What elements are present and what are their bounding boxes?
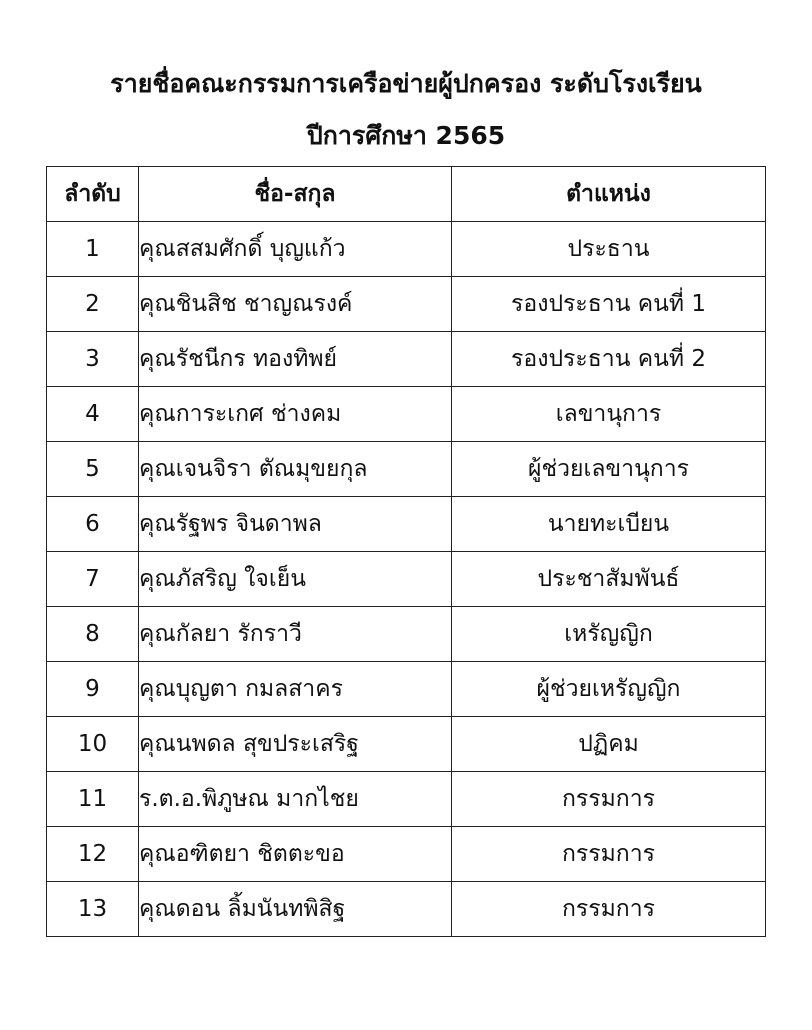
member-position: ปฏิคม (452, 717, 766, 772)
member-name: ร.ต.อ.พิภูษณ มากไชย (139, 772, 452, 827)
table-row (47, 497, 766, 552)
header-number: ลำดับ (47, 167, 139, 222)
member-name: คุณดอน ลิ้มนันทพิสิฐ (139, 882, 452, 937)
member-position: ประชาสัมพันธ์ (452, 552, 766, 607)
table-row (47, 662, 766, 717)
table-row (47, 827, 766, 882)
header-name: ชื่อ-สกุล (139, 167, 452, 222)
table-row (47, 277, 766, 332)
member-name: คุณรัชนีกร ทองทิพย์ (139, 332, 452, 387)
row-number: 3 (47, 332, 139, 387)
member-name: คุณรัฐพร จินดาพล (139, 497, 452, 552)
member-position: ผู้ช่วยเลขานุการ (452, 442, 766, 497)
row-number: 5 (47, 442, 139, 497)
title-line-2: ปีการศึกษา 2565 (306, 121, 506, 150)
row-number: 2 (47, 277, 139, 332)
table-row (47, 222, 766, 277)
row-number: 13 (47, 882, 139, 937)
member-position: เลขานุการ (452, 387, 766, 442)
member-name: คุณชินสิช ชาญณรงค์ (139, 277, 452, 332)
table-row (47, 387, 766, 442)
member-name: คุณบุญตา กมลสาคร (139, 662, 452, 717)
row-number: 8 (47, 607, 139, 662)
table-row (47, 607, 766, 662)
table-row (47, 772, 766, 827)
row-number: 1 (47, 222, 139, 277)
member-position: กรรมการ (452, 772, 766, 827)
member-name: คุณสสมศักดิ์ บุญแก้ว (139, 222, 452, 277)
table-header-row (47, 167, 766, 222)
title-line-1: รายชื่อคณะกรรมการเครือข่ายผู้ปกครอง ระดับโรงเรียน (110, 69, 702, 98)
table-row (47, 332, 766, 387)
member-position: นายทะเบียน (452, 497, 766, 552)
row-number: 6 (47, 497, 139, 552)
member-position: กรรมการ (452, 882, 766, 937)
member-name: คุณภัสริญ ใจเย็น (139, 552, 452, 607)
member-name: คุณเจนจิรา ตัณมุขยกุล (139, 442, 452, 497)
row-number: 7 (47, 552, 139, 607)
row-number: 4 (47, 387, 139, 442)
member-name: คุณอฑิตยา ชิตตะขอ (139, 827, 452, 882)
member-position: รองประธาน คนที่ 1 (452, 277, 766, 332)
member-name: คุณนพดล สุขประเสริฐ (139, 717, 452, 772)
header-position: ตำแหน่ง (452, 167, 766, 222)
document-title (0, 58, 812, 162)
member-position: กรรมการ (452, 827, 766, 882)
row-number: 11 (47, 772, 139, 827)
member-position: เหรัญญิก (452, 607, 766, 662)
row-number: 12 (47, 827, 139, 882)
table-row (47, 882, 766, 937)
row-number: 9 (47, 662, 139, 717)
table-row (47, 552, 766, 607)
member-position: รองประธาน คนที่ 2 (452, 332, 766, 387)
table-row (47, 442, 766, 497)
member-name: คุณการะเกศ ช่างคม (139, 387, 452, 442)
committee-table (46, 166, 766, 937)
member-name: คุณกัลยา รักราวี (139, 607, 452, 662)
member-position: ผู้ช่วยเหรัญญิก (452, 662, 766, 717)
table-row (47, 717, 766, 772)
member-position: ประธาน (452, 222, 766, 277)
row-number: 10 (47, 717, 139, 772)
